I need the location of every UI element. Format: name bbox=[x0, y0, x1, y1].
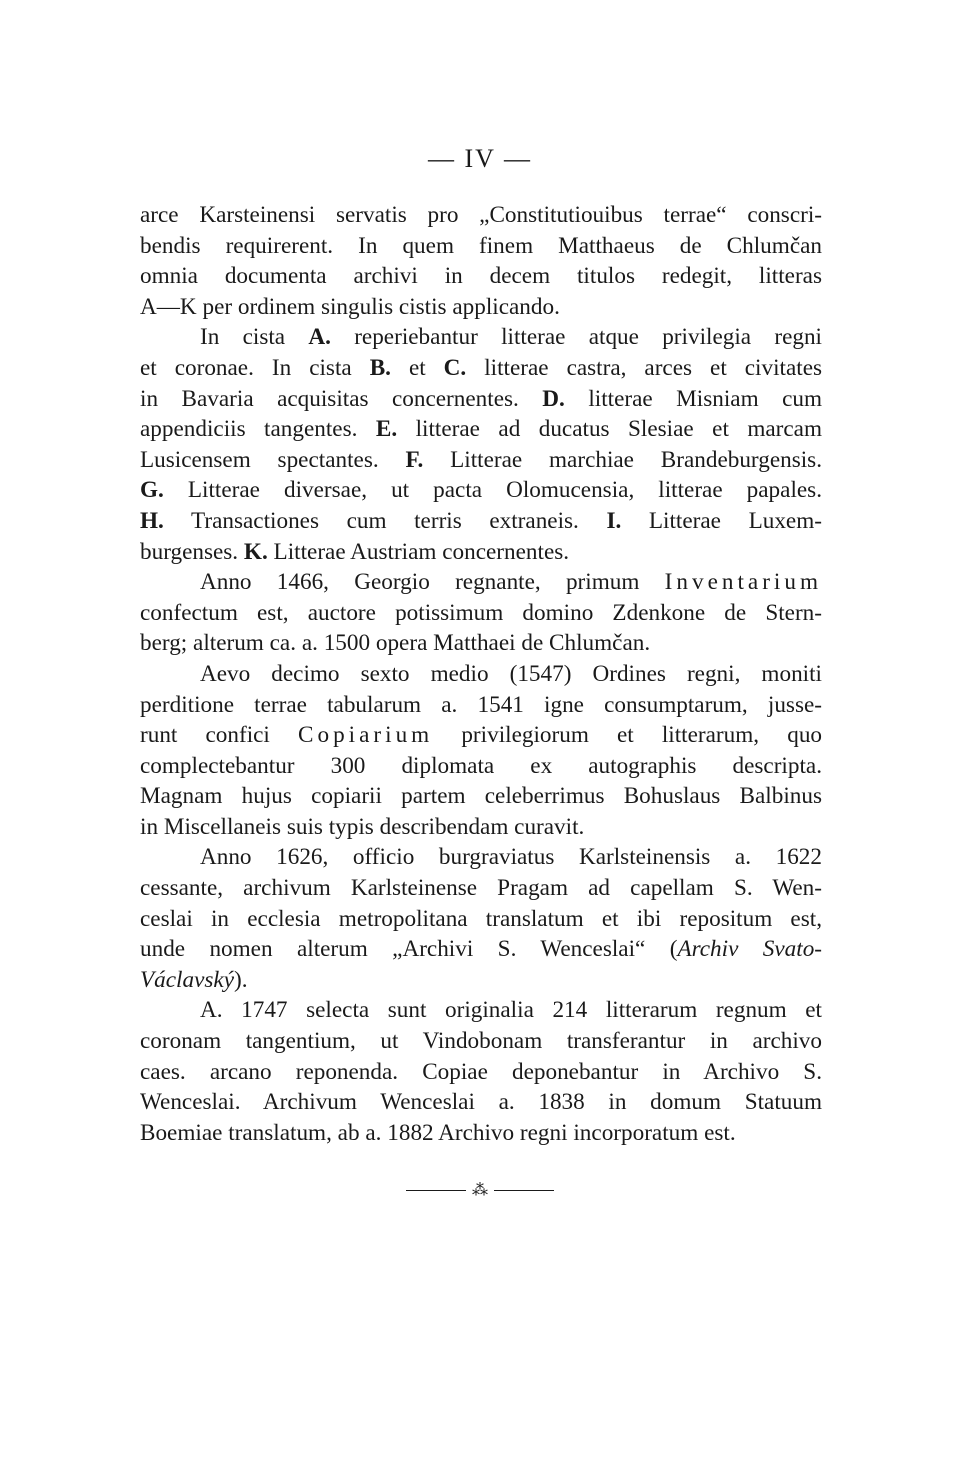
text-line: Anno 1626, officio burgraviatus Karlsteinensis a. 1622 bbox=[200, 844, 822, 871]
ornament-rule-right bbox=[494, 1190, 554, 1191]
cista-letter: B. bbox=[369, 354, 391, 381]
text-line: coronam tangentium, ut Vindobonam transferantur in archivo bbox=[140, 1028, 822, 1055]
cista-letter: C. bbox=[443, 354, 467, 381]
spaced-term: Inventarium bbox=[664, 569, 822, 596]
text-line: bendis requirerent. In quem finem Matthaeus de Chlumčan bbox=[140, 232, 822, 259]
text-line: Boemiae translatum, ab a. 1882 Archivo regni incorporatum est. bbox=[140, 1119, 736, 1146]
text-line: Anno 1466, Georgio regnante, primum Inventarium bbox=[200, 569, 822, 596]
asterism-icon: ⁂ bbox=[472, 1182, 488, 1199]
text-line: et coronae. In cista B. et C. litterae castra, arces et civitates bbox=[140, 354, 823, 381]
text-line: in Bavaria acquisitas concernentes. D. litterae Misniam cum bbox=[140, 385, 823, 412]
text-line: runt confici Copiarium privilegiorum et litterarum, quo bbox=[140, 722, 823, 749]
text-line: berg; alterum ca. a. 1500 opera Matthaei de Chlumčan. bbox=[140, 630, 651, 657]
cista-letter: A. bbox=[308, 324, 331, 351]
text-line: Lusicensem spectantes. F. Litterae marchiae Brandeburgensis. bbox=[140, 446, 823, 473]
spaced-term: Copiarium bbox=[298, 722, 434, 749]
text-line: appendiciis tangentes. E. litterae ad ducatus Slesiae et marcam bbox=[140, 416, 822, 443]
page-number-header: — IV — bbox=[428, 144, 532, 173]
text-line: Aevo decimo sexto medio (1547) Ordines regni, moniti bbox=[200, 660, 822, 687]
cista-letter: D. bbox=[542, 385, 565, 412]
text-line: in Miscellaneis suis typis describendam curavit. bbox=[140, 813, 585, 840]
body-text bbox=[140, 200, 822, 1148]
text-line: In cista A. reperiebantur litterae atque privilegia regni bbox=[200, 324, 822, 351]
text-line: G. Litterae diversae, ut pacta Olomucensia, litterae papales. bbox=[140, 477, 822, 504]
text-line: A. 1747 selecta sunt originalia 214 litterarum regnum et bbox=[200, 997, 822, 1024]
ornament-rule-left bbox=[406, 1190, 466, 1191]
cista-letter: I. bbox=[606, 507, 622, 534]
cista-letter: G. bbox=[140, 477, 164, 504]
text-line: H. Transactiones cum terris extraneis. I. Litterae Luxem- bbox=[140, 507, 822, 534]
text-line: complectebantur 300 diplomata ex autographis descripta. bbox=[140, 752, 822, 779]
text-line: cessante, archivum Karlsteinense Pragam ad capellam S. Wen- bbox=[140, 875, 822, 902]
text-line: Václavský). bbox=[140, 966, 248, 993]
italic-term: Archiv Svato- bbox=[677, 936, 823, 963]
text-line: confectum est, auctore potissimum domino Zdenkone de Stern- bbox=[140, 599, 822, 626]
end-ornament bbox=[0, 1180, 960, 1200]
italic-term: Václavský bbox=[140, 966, 234, 993]
text-line: arce Karsteinensi servatis pro „Constitutiouibus terrae“ conscri- bbox=[140, 202, 822, 228]
cista-letter: K. bbox=[243, 538, 268, 565]
text-line: Magnam hujus copiarii partem celeberrimus Bohuslaus Balbinus bbox=[140, 783, 822, 810]
cista-letter: F. bbox=[405, 446, 424, 473]
cista-letter: H. bbox=[140, 507, 164, 534]
text-line: Wenceslai. Archivum Wenceslai a. 1838 in domum Statuum bbox=[140, 1089, 822, 1116]
cista-letter: E. bbox=[375, 416, 398, 443]
text-line: burgenses. K. Litterae Austriam concernentes. bbox=[140, 538, 570, 565]
text-line: unde nomen alterum „Archivi S. Wenceslai“ (Archiv Svato- bbox=[140, 936, 823, 963]
text-line: perditione terrae tabularum a. 1541 igne consumptarum, jusse- bbox=[140, 691, 822, 718]
text-line: ceslai in ecclesia metropolitana translatum et ibi repositum est, bbox=[140, 905, 822, 932]
text-line: omnia documenta archivi in decem titulos redegit, litteras bbox=[140, 263, 822, 290]
text-line: caes. arcano reponenda. Copiae deponebantur in Archivo S. bbox=[140, 1058, 822, 1085]
text-line: A—K per ordinem singulis cistis applicando. bbox=[140, 293, 560, 320]
